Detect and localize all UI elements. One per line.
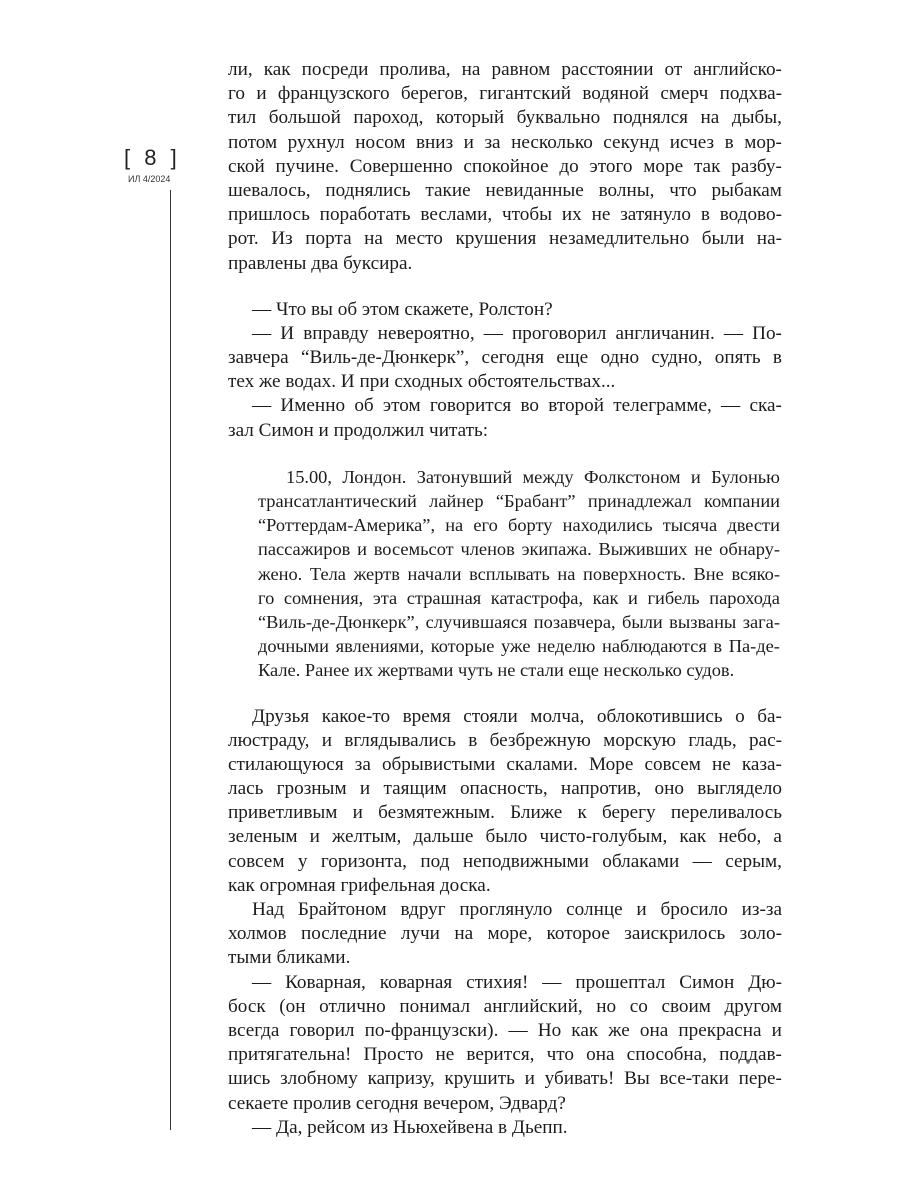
text-line: дочными явлениями, которые уже неделю наблюдаются в Па-де- [258, 636, 780, 657]
text-line: потом рухнул носом вниз и за несколько секунд исчез в мор- [228, 131, 782, 153]
text-line: шевалось, поднялись такие невиданные волны, что рыбакам [228, 179, 782, 201]
margin-rule [170, 190, 171, 1130]
page-number: [ 8 ] [124, 145, 181, 170]
text-line: трансатлантический лайнер “Брабант” принадлежал компании [258, 491, 780, 511]
text-line: тыми бликами. [228, 947, 351, 969]
text-line: стилающуюся за обрывистыми скалами. Море совсем не каза- [228, 753, 782, 775]
text-line: лась грозным и таящим опасность, напротив, оно выглядело [228, 778, 782, 800]
text-line: — Именно об этом говорится во второй телеграмме, — ска- [252, 395, 782, 417]
text-line: “Виль-де-Дюнкерк”, случившаяся позавчера, были вызваны зага- [258, 611, 780, 632]
text-line: притягательна! Просто не верится, что она способна, поддав- [228, 1044, 782, 1066]
text-line: — И вправду невероятно, — проговорил англичанин. — По- [252, 322, 782, 344]
paragraph-gap [228, 683, 782, 705]
text-line: го и французского берегов, гигантский водяной смерч подхва- [228, 83, 782, 105]
paragraph-gap [228, 443, 782, 465]
text-line: люстраду, и вглядывались в безбрежную морскую гладь, рас- [228, 729, 782, 751]
text-line: совсем у горизонта, под неподвижными облаками — серым, [228, 850, 782, 872]
text-line: завчера “Виль-де-Дюнкерк”, сегодня еще одно судно, опять в [228, 347, 782, 369]
text-line: секаете пролив сегодня вечером, Эдвард? [228, 1092, 566, 1114]
text-line: пришлось поработать веслами, чтобы их не затянуло в водово- [228, 204, 782, 226]
text-line: приветливым и безмятежным. Ближе к берегу переливалось [228, 802, 782, 824]
paragraph [228, 705, 782, 899]
text-line: ской пучине. Совершенно спокойное до этого море так разбу- [228, 155, 782, 177]
paragraph-gap [228, 276, 782, 298]
text-line: всегда говорил по-французски). — Но как же она прекрасна и [228, 1019, 782, 1041]
text-line: жено. Тела жертв начали всплывать на поверхность. Вне всяко- [258, 563, 780, 584]
text-line: Над Брайтоном вдруг проглянуло солнце и бросило из-за [252, 899, 782, 920]
text-line: зеленым и желтым, дальше было чисто-голубым, как небо, а [228, 826, 782, 848]
journal-issue: ИЛ 4/2024 [128, 174, 171, 184]
text-line: пассажиров и восемьсот членов экипажа. Выживших не обнару- [258, 539, 780, 560]
text-line: — Да, рейсом из Ньюхейвена в Дьепп. [252, 1116, 568, 1138]
paragraph [228, 394, 782, 442]
text-line: рот. Из порта на место крушения незамедлительно были на- [228, 228, 782, 250]
text-line: го сомнения, эта страшная катастрофа, как и гибель парохода [258, 587, 780, 608]
text-line: тил большой пароход, который буквально поднялся на дыбы, [228, 107, 782, 129]
text-line: — Что вы об этом скажете, Ролстон? [252, 298, 553, 320]
paragraph [228, 298, 782, 322]
text-line: правлены два буксира. [228, 252, 413, 274]
paragraph [228, 1116, 782, 1140]
paragraph [228, 58, 782, 276]
text-line: тех же водах. И при сходных обстоятельствах... [228, 371, 616, 393]
text-line: Друзья какое-то время стояли молча, облокотившись о ба- [252, 705, 782, 727]
text-line: боск (он отлично понимал английский, но со своим другом [228, 995, 782, 1017]
paragraph [228, 322, 782, 395]
text-line: как огромная грифельная доска. [228, 874, 491, 896]
telegram-quote [258, 465, 780, 683]
text-line: холмов последние лучи на море, которое заискрилось золо- [228, 923, 782, 945]
paragraph [228, 971, 782, 1116]
text-line: шись злобному капризу, крушить и убивать! Вы все-таки пере- [228, 1068, 782, 1090]
text-line: зал Симон и продолжил читать: [228, 419, 489, 441]
text-line: “Роттердам-Америка”, на его борту находились тысяча двести [258, 515, 780, 536]
paragraph [228, 898, 782, 971]
text-line: 15.00, Лондон. Затонувший между Фолкстоном и Булонью [286, 466, 780, 487]
text-line: ли, как посреди пролива, на равном расстоянии от английско- [228, 59, 782, 80]
text-line: Кале. Ранее их жертвами чуть не стали еще несколько судов. [258, 660, 735, 681]
body-text [228, 58, 782, 1140]
text-line: — Коварная, коварная стихия! — прошептал Симон Дю- [252, 971, 782, 993]
